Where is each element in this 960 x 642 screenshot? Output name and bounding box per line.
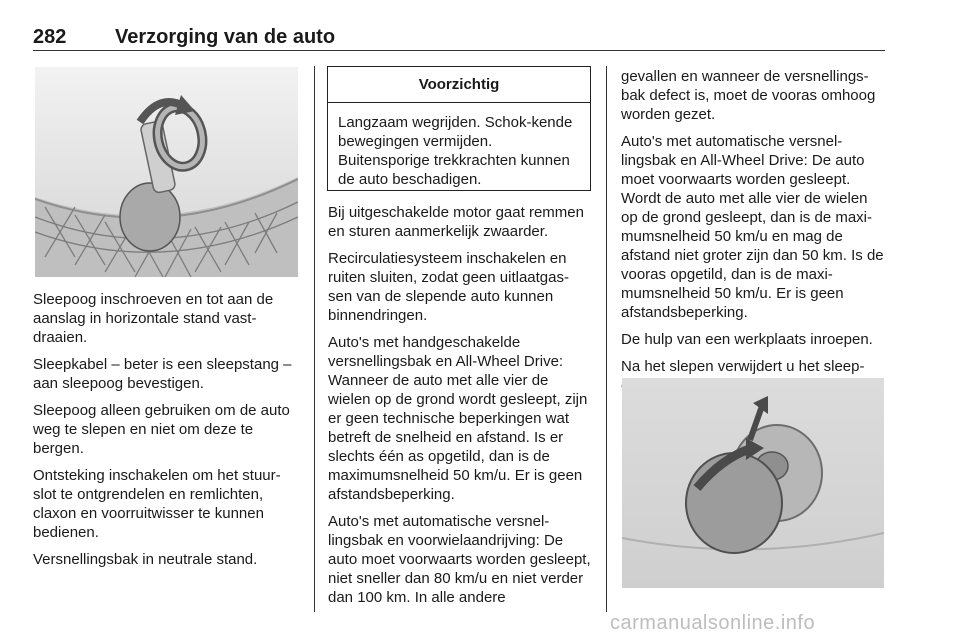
page-header (33, 26, 885, 52)
paragraph: De hulp van een werkplaats inroepen. (621, 331, 873, 348)
column-1 (33, 290, 298, 577)
header-divider (33, 50, 885, 51)
towing-eye-svg (35, 67, 298, 277)
paragraph: Sleepkabel – beter is een sleepstang – aan sleepoog bevestigen. (33, 356, 292, 392)
page-number: 282 (33, 26, 67, 48)
towing-eye-install-illustration (35, 67, 298, 277)
column-2 (328, 203, 592, 615)
watermark: carmanualsonline.info (610, 612, 816, 634)
paragraph: Recirculatiesysteem inschakelen en ruiten sluiten, zodat geen uitlaatgas-sen van de slepende auto kunnen binnendringen. (328, 250, 569, 324)
paragraph: Auto's met automatische versnel-lingsbak en All-Wheel Drive: De auto moet voorwaarts worden gesleept. Wordt de auto met alle vier de wielen op de grond gesleept, dan is de maxi-mumsnelheid 50 km/u en mag de afstand niet groter zijn dan 50 km. Is de vooras opgetild, dan is de maxi-mumsnelheid 50 km/u. Er is geen afstandsbeperking. (621, 133, 884, 321)
bumper-cover-svg (622, 378, 884, 588)
paragraph: Sleepoog alleen gebruiken om de auto weg te slepen en niet om deze te bergen. (33, 402, 290, 457)
column-3 (621, 67, 887, 403)
paragraph: Sleepoog inschroeven en tot aan de aanslag in horizontale stand vast-draaien. (33, 291, 274, 346)
paragraph: Na het slepen verwijdert u het sleep- (621, 358, 865, 375)
bumper-cover-illustration (622, 378, 884, 588)
paragraph: gevallen en wanneer de versnellings-bak defect is, moet de vooras omhoog worden gezet. (621, 68, 876, 123)
paragraph: Versnellingsbak in neutrale stand. (33, 551, 258, 568)
paragraph: Bij uitgeschakelde motor gaat remmen en sturen aanmerkelijk zwaarder. (328, 204, 584, 240)
caution-heading: Voorzichtig (328, 67, 590, 103)
paragraph: Auto's met automatische versnel-lingsbak en voorwielaandrijving: De auto moet voorwaarts worden gesleept, niet sneller dan 80 km/u en niet verder dan 100 km. In alle andere (328, 513, 591, 606)
caution-box (327, 66, 591, 191)
column-divider-1 (314, 66, 315, 612)
caution-text: Langzaam wegrijden. Schok-kende bewegingen vermijden. Buitensporige trekkrachten kunnen de auto beschadigen. (338, 114, 573, 188)
paragraph: Auto's met handgeschakelde versnellingsbak en All-Wheel Drive: Wanneer de auto met alle vier de wielen op de grond wordt gesleept, zijn er geen technische beperkingen wat betreft de snelheid en afstand. Is er slechts één as opgetild, dan is de maximumsnelheid 50 km/u. Er is geen afstandsbeperking. (328, 334, 588, 503)
column-divider-2 (606, 66, 607, 612)
page-title: Verzorging van de auto (115, 26, 336, 48)
paragraph: Ontsteking inschakelen om het stuur-slot te ontgrendelen en remlichten, claxon en voorruitwisser te kunnen bedienen. (33, 467, 281, 541)
